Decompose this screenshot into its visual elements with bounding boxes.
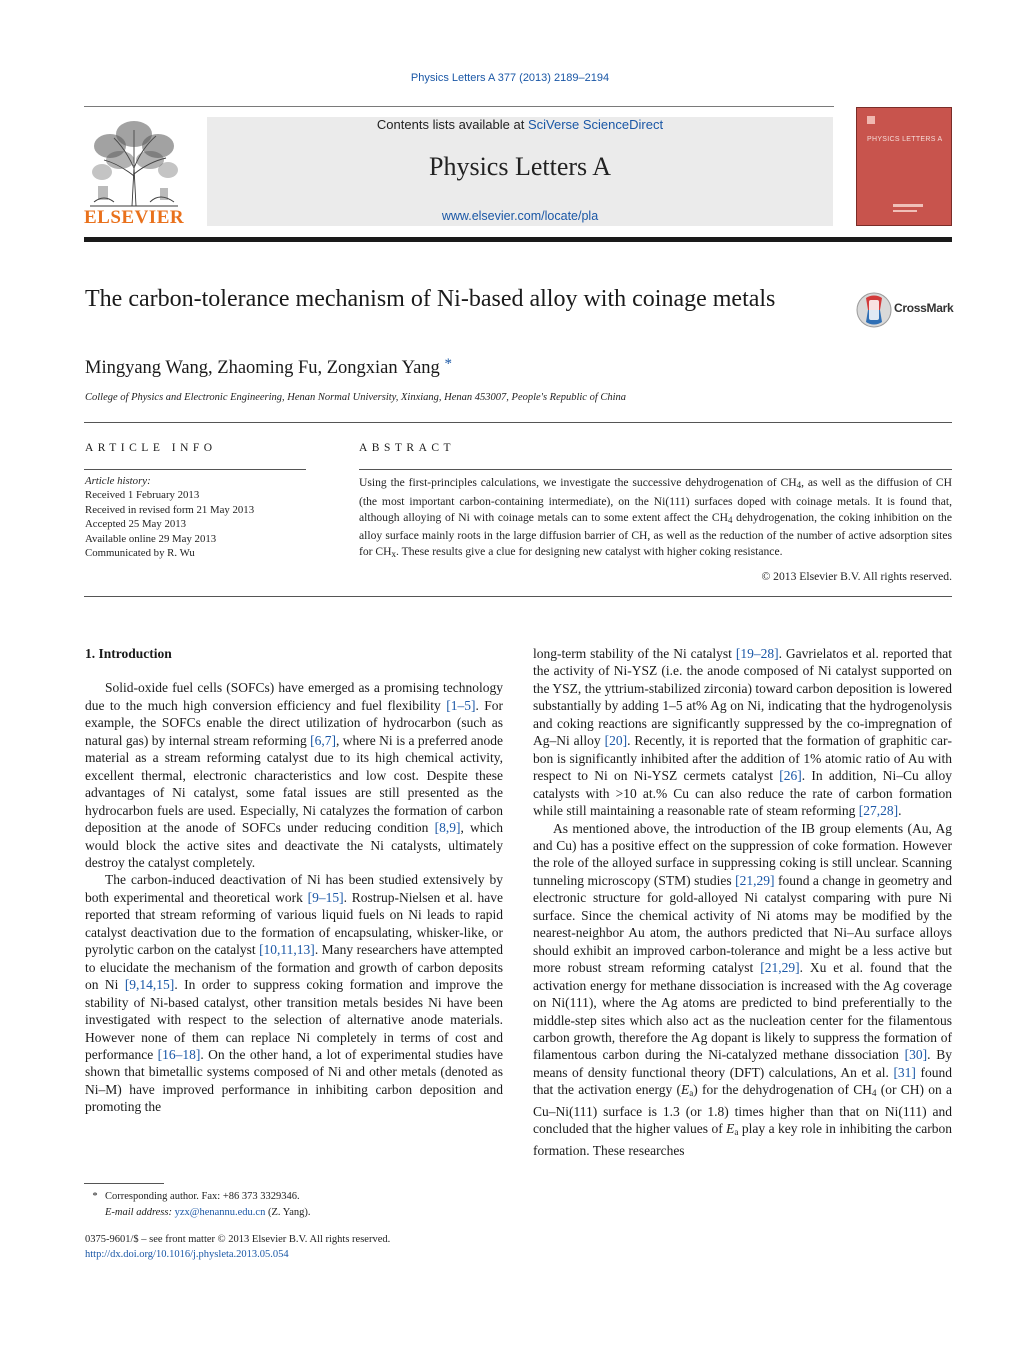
- abstract-heading: ABSTRACT: [359, 442, 456, 454]
- email-label: E-mail address:: [105, 1207, 172, 1218]
- journal-homepage-link[interactable]: www.elsevier.com/locate/pla: [441, 209, 599, 223]
- header-thick-rule: [84, 237, 952, 242]
- elsevier-tree-icon: [84, 116, 184, 208]
- body-paragraph: long-term stability of the Ni catalyst [19–28]. Gavrielatos et al. reported that the activity of Ni-YSZ (i.e. the anode composed of Ni catalyst supported on the YSZ, the yttrium-stabilized zirconia) toward carbon deposition is lowered substantially by adding 1–5 at% Ag on Ni, indicating that the hydrogenolysis and coking reactions are significantly suppressed by the co-impregnation of Ag–Ni alloy [20]. Recently, it is reported that the formation of graphitic carbon is significantly inhibited after the addition of 1% atomic ratio of Au with respect to Ni on Ni-YSZ cermets catalyst [26]. In addition, Ni–Cu alloy catalysts with >10 at.% Cu can also reduce the rate of carbon formation while still maintaining a reasonable rate of steam reforming [27,28].: [533, 646, 953, 819]
- citation-link[interactable]: [8,9]: [434, 820, 461, 836]
- email-owner: (Z. Yang).: [267, 1207, 311, 1218]
- cover-decor-line: [893, 204, 923, 207]
- history-label: Article history:: [85, 475, 151, 487]
- elsevier-logo[interactable]: [84, 116, 184, 228]
- crossmark-label: CrossMark: [894, 301, 954, 315]
- contents-prefix: Contents lists available at: [376, 117, 528, 132]
- citation-link[interactable]: [6,7]: [310, 732, 336, 748]
- issn-line: 0375-9601/$ – see front matter © 2013 Elsevier B.V. All rights reserved.: [85, 1234, 391, 1245]
- citation-link[interactable]: [20]: [604, 733, 628, 749]
- journal-cover-thumbnail[interactable]: [856, 107, 952, 226]
- body-paragraph: Solid-oxide fuel cells (SOFCs) have emerged as a promising technology due to the much high conversion efficiency and fuel flexibility [1–5]. For example, the SOFCs enable the direct utilization of hydrocarbon (such as natural gas) by internal stream reforming [6,7], where Ni is a preferred anode material as a stream reforming catalyst due to its high chemical activity, excellent thermal, electronic characteristics and low cost. Despite these advantages of Ni catalyst, some fatal issues are still presented as the hydrocarbon fuels are used. Especially, Ni catalyzes the formation of carbon deposition at the anode of SOFCs under reducing condition [8,9], which would block the active sites and deactivate the Ni catalysts, ultimately destroy the catalyst completely.: [85, 680, 503, 870]
- footnote-star: *: [92, 1191, 98, 1202]
- footnote-corresponding: [85, 1189, 505, 1205]
- citation-link[interactable]: [21,29]: [760, 960, 800, 976]
- body-column-left: [85, 645, 503, 1116]
- history-online: Available online 29 May 2013: [85, 532, 217, 545]
- history-revised: Received in revised form 21 May 2013: [85, 503, 255, 516]
- journal-header-box: [207, 117, 833, 226]
- citation-link[interactable]: [27,28]: [858, 803, 899, 819]
- article-info-heading: ARTICLE INFO: [85, 442, 217, 454]
- cover-logo-mark: [867, 116, 875, 124]
- abstract-body: Using the first-principles calculations, we investigate the successive dehydrogenation of $CH_4$, as well as the diffusion of CH (the most important carbon-containing intermediate), on the Ni(111) surfaces doped with coinage metals. It is found that, although alloying of Ni with coinage metals can to some extent affect the $CH_4$ dehydrogenation, the coking inhibition on the alloy surface mainly roots in the large diffusion barrier of CH, as well as the reduction of the number of active adsorption sites for $CH_x$. These results give a clue for designing new catalyst with higher coking resistance.: [359, 476, 953, 560]
- author-affiliation: College of Physics and Electronic Engineering, Henan Normal University, Xinxiang, Henan 453007, People's Republic of China: [85, 392, 627, 403]
- abstract-copyright: © 2013 Elsevier B.V. All rights reserved.: [761, 570, 952, 583]
- citation-link[interactable]: [19–28]: [735, 646, 779, 661]
- body-paragraph: The carbon-induced deactivation of Ni has been studied extensively by both experimental and theoretical work [9–15]. Rostrup-Nielsen et al. have reported that stream reforming of various liquid fuels on Ni leads to rapid catalyst deactivation due to the formation of encapsulating, whisker-like, or pyrolytic carbon on the catalyst [10,11,13]. Many researchers have attempted to elucidate the mechanism of the formation and growth of carbon deposits on Ni [9,14,15]. In order to suppress coking formation and improve the stability of Ni-based catalyst, other transition metals besides Ni have been investigated with respect to the selection of alternative anode materials. However none of them can replace Ni completely in terms of cost and performance [16–18]. On the other hand, a lot of experimental studies have shown that bimetallic systems composed of Ni and other metals (denoted as Ni–M) have improved performance in inhibiting carbon deposition and promoting the: [85, 872, 503, 1115]
- sciencedirect-link[interactable]: SciVerse ScienceDirect: [527, 117, 664, 132]
- citation-link[interactable]: [30]: [904, 1047, 928, 1063]
- cover-decor-line: [893, 210, 917, 212]
- citation-link[interactable]: [31]: [893, 1064, 916, 1080]
- citation-link[interactable]: [26]: [779, 768, 802, 784]
- article-title: The carbon-tolerance mechanism of Ni-based alloy with coinage metals: [85, 286, 776, 312]
- footnote-corresponding-text: Corresponding author. Fax: +86 373 3329346.: [105, 1191, 300, 1202]
- citation-link[interactable]: [10,11,13]: [259, 942, 315, 958]
- footnote-rule: [84, 1183, 164, 1184]
- author-names: Mingyang Wang, Zhaoming Fu, Zongxian Yang: [85, 358, 440, 378]
- citation-link[interactable]: [9,14,15]: [124, 977, 175, 993]
- citation-link[interactable]: [1–5]: [446, 697, 476, 713]
- citation-link[interactable]: [9–15]: [307, 889, 344, 905]
- section-divider: [84, 422, 952, 423]
- elsevier-wordmark: ELSEVIER: [84, 207, 185, 228]
- front-matter: [85, 1232, 505, 1262]
- section-heading-introduction: 1. Introduction: [85, 646, 172, 661]
- body-paragraph: As mentioned above, the introduction of the IB group elements (Au, Ag and Cu) has a positive effect on the suppression of coke formation. However the role of the alloyed surface in suppressing coking is still unclear. Scanning tunneling microscopy (STM) studies [21,29] found a change in geometry and electronic structure for gold-alloyed Ni catalyst comparing with pure Ni surface. Since the chemical activity of Ni atoms may be modified by the nearest-neighbor Au atom, the authors predicted that Ni–Au surface alloys should exhibit an improved carbon-tolerance and might be a less active but more robust stream reforming catalyst [21,29]. Xu et al. found that the activation energy for methane dissociation is increased with the Ag coverage on Ni(111), where the Ag atoms are predicted to bind preferentially to the middle-step sites which also act as the nucleation center for the filamentous carbon growth, therefore the Ag dopant is likely to suppress the formation of filamentous carbon during the Ni-catalyzed methane dissociation [30]. By means of density functional theory (DFT) calculations, An et al. [31] found that the activation energy $(E_a)$ for the dehydrogenation of $CH_4$ (or CH) on a Cu–Ni(111) surface is 1.3 (or 1.8) times higher than that on Ni(111) and concluded that the higher values of $E_a$ play a key role in inhibiting the carbon formation. These researches: [533, 820, 953, 1158]
- header-top-rule: [84, 106, 834, 107]
- history-received: Received 1 February 2013: [85, 489, 200, 502]
- journal-name: Physics Letters A: [429, 152, 611, 181]
- crossmark-button[interactable]: [856, 291, 956, 329]
- article-info-rule: [84, 469, 306, 470]
- crossmark-icon: [856, 291, 892, 329]
- history-accepted: Accepted 25 May 2013: [85, 518, 187, 531]
- body-column-right: [533, 645, 952, 1159]
- author-list: [85, 356, 452, 379]
- history-communicated: Communicated by R. Wu: [85, 547, 195, 560]
- citation-link[interactable]: [21,29]: [735, 872, 775, 888]
- contents-line: [207, 117, 833, 132]
- email-link[interactable]: yzx@henannu.edu.cn: [174, 1207, 266, 1218]
- section-divider: [84, 596, 952, 597]
- cover-title: PHYSICS LETTERS A: [867, 136, 943, 143]
- journal-citation[interactable]: Physics Letters A 377 (2013) 2189–2194: [410, 72, 610, 84]
- article-history: [85, 474, 315, 560]
- footnote: [85, 1189, 505, 1221]
- doi-link[interactable]: http://dx.doi.org/10.1016/j.physleta.2013.05.054: [85, 1249, 289, 1260]
- abstract-rule: [359, 469, 952, 470]
- footnote-email-line: [85, 1205, 505, 1221]
- corresponding-author-link[interactable]: *: [444, 356, 452, 372]
- citation-link[interactable]: [16–18]: [157, 1046, 201, 1062]
